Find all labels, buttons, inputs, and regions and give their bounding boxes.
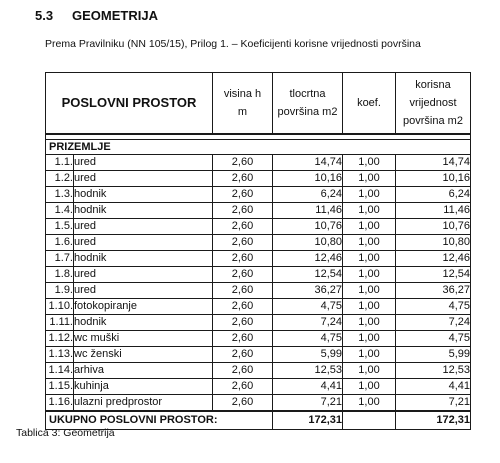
coefficient: 1,00 bbox=[343, 315, 396, 331]
room-height: 2,60 bbox=[213, 347, 273, 363]
header-height-line2: m bbox=[237, 105, 248, 118]
room-name: ulazni predprostor bbox=[74, 395, 213, 412]
total-coef bbox=[343, 411, 396, 430]
coefficient: 1,00 bbox=[343, 187, 396, 203]
table-row bbox=[46, 187, 471, 203]
room-name: fotokopiranje bbox=[74, 299, 213, 315]
section-title: GEOMETRIJA bbox=[72, 8, 158, 23]
useful-area: 12,46 bbox=[396, 251, 471, 267]
row-number: 1.15. bbox=[46, 379, 74, 395]
useful-area: 5,99 bbox=[396, 347, 471, 363]
floor-area: 14,74 bbox=[273, 155, 343, 171]
coefficient: 1,00 bbox=[343, 251, 396, 267]
room-height: 2,60 bbox=[213, 155, 273, 171]
table-row bbox=[46, 379, 471, 395]
group-row bbox=[46, 140, 471, 155]
floor-area: 36,27 bbox=[273, 283, 343, 299]
coefficient: 1,00 bbox=[343, 219, 396, 235]
header-height-line1: visina h bbox=[223, 87, 262, 100]
useful-area: 12,53 bbox=[396, 363, 471, 379]
coefficient: 1,00 bbox=[343, 331, 396, 347]
row-number: 1.13. bbox=[46, 347, 74, 363]
floor-area: 6,24 bbox=[273, 187, 343, 203]
floor-area: 5,99 bbox=[273, 347, 343, 363]
room-height: 2,60 bbox=[213, 203, 273, 219]
row-number: 1.14. bbox=[46, 363, 74, 379]
room-name: hodnik bbox=[74, 203, 213, 219]
room-name: ured bbox=[74, 267, 213, 283]
room-height: 2,60 bbox=[213, 331, 273, 347]
room-height: 2,60 bbox=[213, 267, 273, 283]
group-label: PRIZEMLJE bbox=[46, 140, 471, 155]
coefficient: 1,00 bbox=[343, 171, 396, 187]
table-row bbox=[46, 235, 471, 251]
useful-area: 4,75 bbox=[396, 299, 471, 315]
floor-area: 10,16 bbox=[273, 171, 343, 187]
row-number: 1.1. bbox=[46, 155, 74, 171]
coefficient: 1,00 bbox=[343, 395, 396, 412]
table-row bbox=[46, 395, 471, 412]
table-row bbox=[46, 219, 471, 235]
header-useful-area-line2: vrijednost bbox=[409, 96, 457, 109]
room-height: 2,60 bbox=[213, 187, 273, 203]
floor-area: 4,41 bbox=[273, 379, 343, 395]
section-heading bbox=[35, 8, 158, 23]
useful-area: 36,27 bbox=[396, 283, 471, 299]
table-row bbox=[46, 155, 471, 171]
room-height: 2,60 bbox=[213, 299, 273, 315]
useful-area: 10,16 bbox=[396, 171, 471, 187]
room-height: 2,60 bbox=[213, 395, 273, 412]
floor-area: 11,46 bbox=[273, 203, 343, 219]
header-height bbox=[213, 73, 273, 134]
room-height: 2,60 bbox=[213, 379, 273, 395]
floor-area: 7,21 bbox=[273, 395, 343, 412]
total-floor-area: 172,31 bbox=[273, 411, 343, 430]
room-name: arhiva bbox=[74, 363, 213, 379]
row-number: 1.5. bbox=[46, 219, 74, 235]
room-name: ured bbox=[74, 155, 213, 171]
table-caption: Tablica 3: Geometrija bbox=[16, 427, 115, 439]
coefficient: 1,00 bbox=[343, 203, 396, 219]
useful-area: 7,24 bbox=[396, 315, 471, 331]
header-floor-area-line1: tlocrtna bbox=[289, 87, 326, 100]
coefficient: 1,00 bbox=[343, 299, 396, 315]
room-name: hodnik bbox=[74, 187, 213, 203]
room-height: 2,60 bbox=[213, 363, 273, 379]
useful-area: 10,80 bbox=[396, 235, 471, 251]
header-useful-area-line1: korisna bbox=[415, 78, 451, 91]
room-name: ured bbox=[74, 219, 213, 235]
table-subtitle: Prema Pravilniku (NN 105/15), Prilog 1. – Koeficijenti korisne vrijednosti površina bbox=[45, 38, 421, 50]
room-name: ured bbox=[74, 235, 213, 251]
useful-area: 7,21 bbox=[396, 395, 471, 412]
table-row bbox=[46, 267, 471, 283]
useful-area: 10,76 bbox=[396, 219, 471, 235]
total-useful-area: 172,31 bbox=[396, 411, 471, 430]
coefficient: 1,00 bbox=[343, 267, 396, 283]
table-row bbox=[46, 171, 471, 187]
room-height: 2,60 bbox=[213, 283, 273, 299]
row-number: 1.2. bbox=[46, 171, 74, 187]
header-useful-area bbox=[396, 73, 471, 134]
header-floor-area-line2: površina m2 bbox=[277, 105, 338, 118]
row-number: 1.16. bbox=[46, 395, 74, 412]
room-name: kuhinja bbox=[74, 379, 213, 395]
row-number: 1.6. bbox=[46, 235, 74, 251]
table-header-row bbox=[46, 73, 471, 134]
coefficient: 1,00 bbox=[343, 379, 396, 395]
row-number: 1.3. bbox=[46, 187, 74, 203]
useful-area: 4,75 bbox=[396, 331, 471, 347]
row-number: 1.7. bbox=[46, 251, 74, 267]
room-height: 2,60 bbox=[213, 219, 273, 235]
section-number: 5.3 bbox=[35, 8, 54, 23]
room-height: 2,60 bbox=[213, 315, 273, 331]
floor-area: 12,54 bbox=[273, 267, 343, 283]
room-name: wc muški bbox=[74, 331, 213, 347]
coefficient: 1,00 bbox=[343, 155, 396, 171]
table-row bbox=[46, 299, 471, 315]
header-space: POSLOVNI PROSTOR bbox=[46, 73, 213, 134]
header-useful-area-line3: površina m2 bbox=[403, 114, 463, 127]
table-row bbox=[46, 363, 471, 379]
header-floor-area bbox=[273, 73, 343, 134]
useful-area: 12,54 bbox=[396, 267, 471, 283]
useful-area: 14,74 bbox=[396, 155, 471, 171]
row-number: 1.9. bbox=[46, 283, 74, 299]
row-number: 1.4. bbox=[46, 203, 74, 219]
room-name: ured bbox=[74, 283, 213, 299]
row-number: 1.11. bbox=[46, 315, 74, 331]
table-row bbox=[46, 283, 471, 299]
floor-area: 12,46 bbox=[273, 251, 343, 267]
coefficient: 1,00 bbox=[343, 363, 396, 379]
row-number: 1.10. bbox=[46, 299, 74, 315]
room-height: 2,60 bbox=[213, 235, 273, 251]
floor-area: 12,53 bbox=[273, 363, 343, 379]
table-row bbox=[46, 347, 471, 363]
useful-area: 6,24 bbox=[396, 187, 471, 203]
floor-area: 4,75 bbox=[273, 299, 343, 315]
row-number: 1.12. bbox=[46, 331, 74, 347]
table-row bbox=[46, 203, 471, 219]
floor-area: 10,80 bbox=[273, 235, 343, 251]
useful-area: 4,41 bbox=[396, 379, 471, 395]
header-coef: koef. bbox=[343, 73, 396, 134]
floor-area: 7,24 bbox=[273, 315, 343, 331]
table-row bbox=[46, 331, 471, 347]
table-row bbox=[46, 315, 471, 331]
room-height: 2,60 bbox=[213, 251, 273, 267]
coefficient: 1,00 bbox=[343, 283, 396, 299]
floor-area: 10,76 bbox=[273, 219, 343, 235]
table-row bbox=[46, 251, 471, 267]
geometry-table bbox=[45, 72, 471, 430]
room-name: hodnik bbox=[74, 251, 213, 267]
useful-area: 11,46 bbox=[396, 203, 471, 219]
room-height: 2,60 bbox=[213, 171, 273, 187]
room-name: ured bbox=[74, 171, 213, 187]
total-label: UKUPNO POSLOVNI PROSTOR: bbox=[46, 411, 273, 430]
room-name: wc ženski bbox=[74, 347, 213, 363]
coefficient: 1,00 bbox=[343, 347, 396, 363]
room-name: hodnik bbox=[74, 315, 213, 331]
row-number: 1.8. bbox=[46, 267, 74, 283]
coefficient: 1,00 bbox=[343, 235, 396, 251]
floor-area: 4,75 bbox=[273, 331, 343, 347]
